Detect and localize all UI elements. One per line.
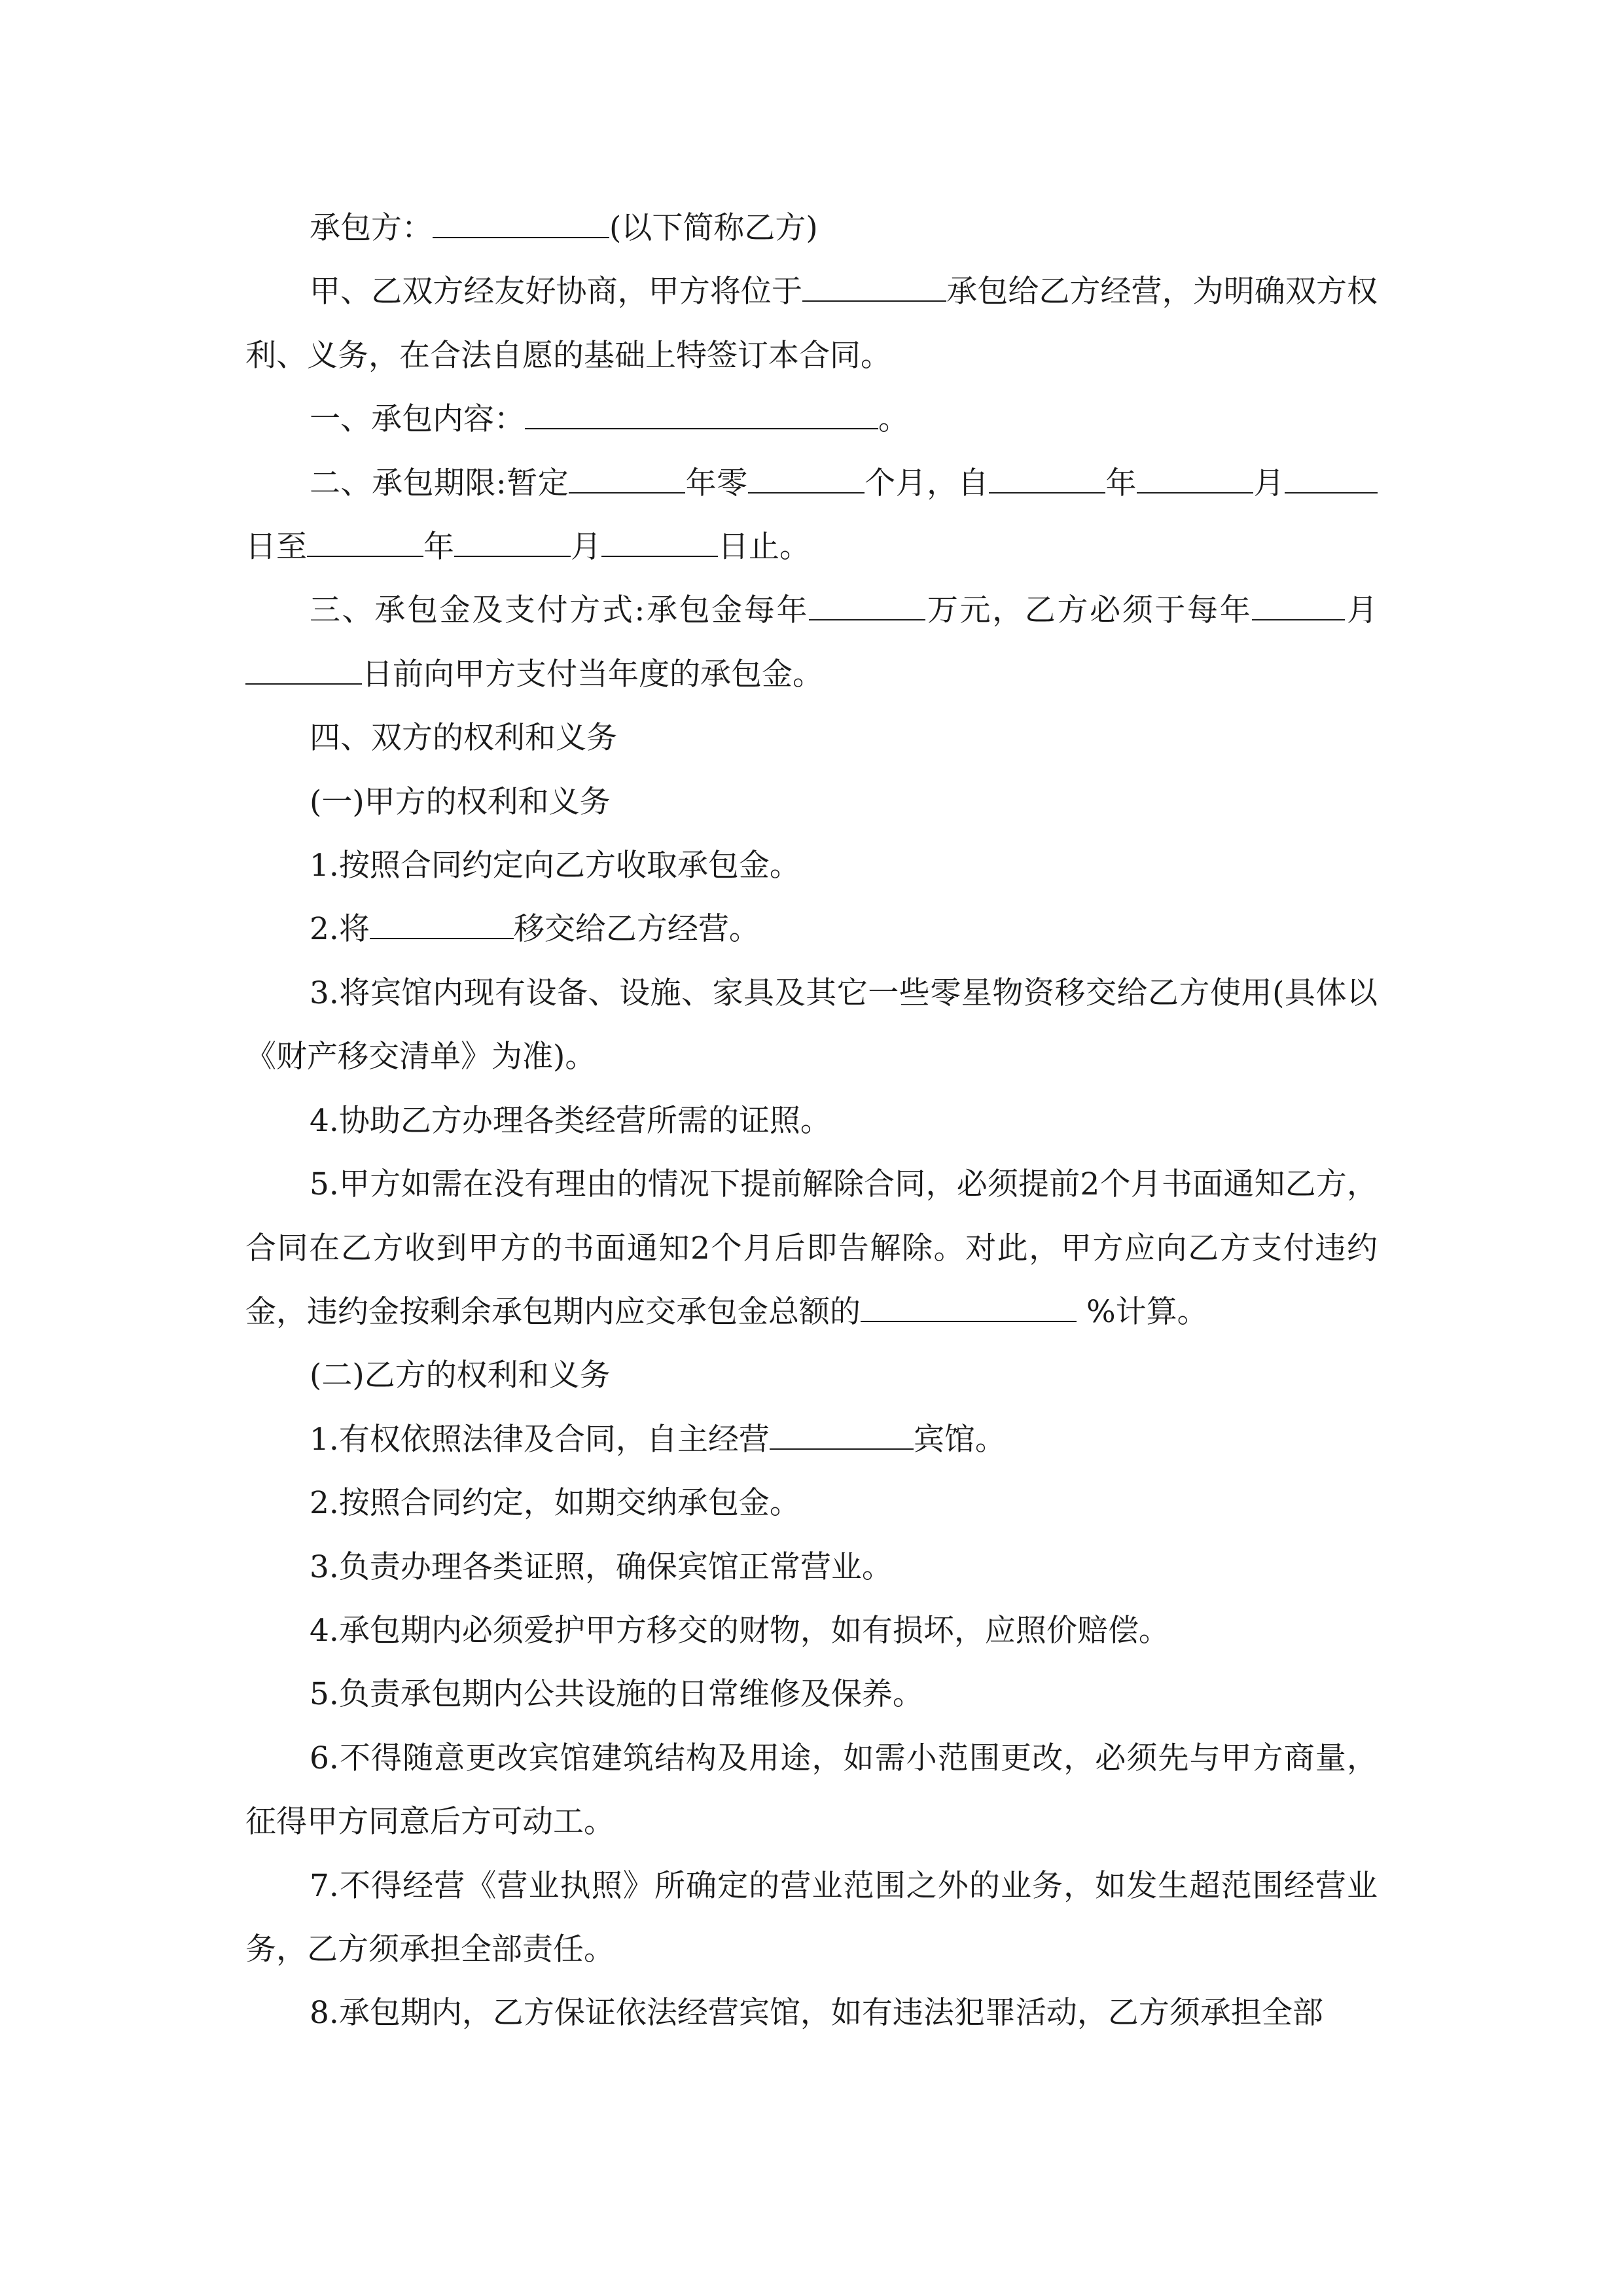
blank-transfer-object[interactable] [370, 909, 514, 940]
blank-pay-day[interactable] [245, 654, 362, 685]
section-1-tail: 。 [878, 401, 909, 438]
party-a-item-2-text-b: 移交给乙方经营。 [513, 911, 760, 948]
blank-end-month[interactable] [454, 526, 571, 557]
section-2-text-h: 月 [571, 529, 601, 565]
party-b-item-3: 3.负责办理各类证照，确保宾馆正常营业。 [310, 1549, 893, 1585]
party-a-item-1: 1.按照合同约定向乙方收取承包金。 [310, 848, 800, 884]
blank-content[interactable] [525, 399, 878, 430]
blank-start-year[interactable] [989, 463, 1105, 493]
section-2-text-i: 日止。 [718, 529, 810, 565]
section-2-text-g: 年 [423, 529, 454, 565]
blank-months[interactable] [748, 463, 865, 493]
intro-text-2: 承包给乙方经营，为明确双方权利、义务，在合法自愿的基础上特签订本合同。 [245, 274, 1378, 374]
party-a-item-2-text-a: 2.将 [310, 911, 370, 948]
section-2-text-a: 二、承包期限:暂定 [310, 465, 569, 501]
blank-start-day[interactable] [1285, 463, 1378, 493]
blank-pay-month[interactable] [1252, 590, 1345, 621]
party-a-item-3: 3.将宾馆内现有设备、设施、家具及其它一些零星物资移交给乙方使用(具体以《财产移交清单》为准)。 [245, 975, 1378, 1075]
section-2-text-b: 年零 [685, 465, 748, 501]
contract-page [245, 196, 1378, 2045]
intro-paragraph [245, 260, 1378, 387]
party-b-item-1-text-b: 宾馆。 [913, 1421, 1006, 1458]
party-b-item-4: 4.承包期内必须爱护甲方移交的财物，如有损坏，应照价赔偿。 [310, 1612, 1169, 1649]
blank-penalty-percent[interactable] [861, 1291, 1077, 1322]
blank-years[interactable] [569, 463, 685, 493]
party-b-item-6: 6.不得随意更改宾馆建筑结构及用途，如需小范围更改，必须先与甲方商量，征得甲方同意后方可动工。 [245, 1740, 1378, 1840]
section-1-label: 一、承包内容： [310, 401, 525, 438]
section-3-text-b: 万元，乙方必须于每年 [925, 592, 1253, 629]
party-a-item-2 [245, 897, 1378, 961]
party-a-item-4: 4.协助乙方办理各类经营所需的证照。 [310, 1102, 831, 1139]
section-1 [245, 387, 1378, 451]
party-b-title: (二)乙方的权利和义务 [310, 1357, 611, 1394]
blank-end-year[interactable] [307, 526, 423, 557]
party-b-item-1 [245, 1408, 1378, 1471]
intro-text-1: 甲、乙双方经友好协商，甲方将位于 [310, 274, 803, 310]
section-2-text-e: 月 [1253, 465, 1285, 501]
section-3 [245, 579, 1378, 706]
blank-hotel-name[interactable] [770, 1419, 914, 1450]
section-2-text-f: 日至 [245, 529, 307, 565]
section-3-text-c: 月 [1345, 592, 1378, 629]
contractor-tail: (以下简称乙方) [609, 210, 818, 246]
contractor-label: 承包方： [310, 210, 433, 246]
party-b-item-8: 8.承包期内，乙方保证依法经营宾馆，如有违法犯罪活动，乙方须承担全部 [310, 1995, 1323, 2032]
blank-contractor[interactable] [433, 207, 609, 238]
party-a-title: (一)甲方的权利和义务 [310, 783, 611, 820]
section-3-text-d: 日前向甲方支付当年度的承包金。 [362, 656, 823, 692]
blank-end-day[interactable] [601, 526, 718, 557]
section-3-text-a: 三、承包金及支付方式:承包金每年 [310, 592, 810, 629]
blank-location[interactable] [802, 272, 946, 302]
party-b-item-1-text-a: 1.有权依照法律及合同，自主经营 [310, 1421, 770, 1458]
blank-start-month[interactable] [1137, 463, 1253, 493]
party-b-item-7: 7.不得经营《营业执照》所确定的营业范围之外的业务，如发生超范围经营业务，乙方须承担全部责任。 [245, 1867, 1378, 1967]
party-a-item-5-text-b: %计算。 [1086, 1293, 1208, 1330]
section-2-text-c: 个月，自 [864, 465, 990, 501]
blank-annual-amount[interactable] [809, 590, 925, 621]
party-a-item-5-text-a: 5.甲方如需在没有理由的情况下提前解除合同，必须提前2个月书面通知乙方，合同在乙方收到甲方的书面通知2个月后即告解除。对此，甲方应向乙方支付违约金，违约金按剩余承包期内应交承包金总额的 [245, 1166, 1378, 1330]
section-4-title: 四、双方的权利和义务 [310, 720, 617, 757]
party-b-item-2: 2.按照合同约定，如期交纳承包金。 [310, 1485, 800, 1522]
section-2-text-d: 年 [1105, 465, 1137, 501]
contractor-line [245, 196, 1378, 260]
party-b-item-5: 5.负责承包期内公共设施的日常维修及保养。 [310, 1676, 923, 1713]
section-2 [245, 452, 1378, 579]
party-a-item-5 [245, 1153, 1378, 1344]
